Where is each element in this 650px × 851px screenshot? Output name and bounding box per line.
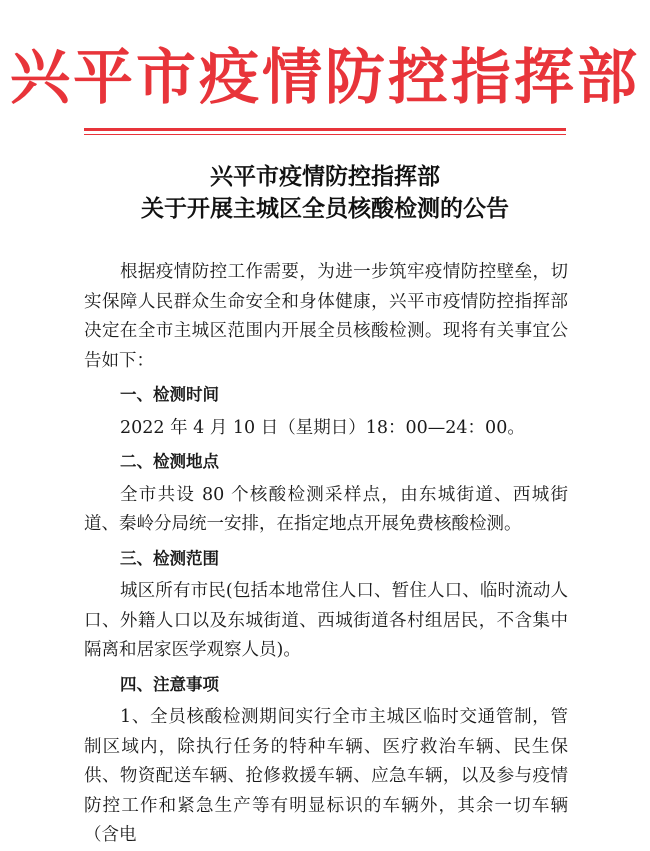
section-2-heading: 二、检测地点 xyxy=(120,452,219,471)
section-4-text: 1、全员核酸检测期间实行全市主城区临时交通管制，管制区域内，除执行任务的特种车辆、医疗救治车辆、民生保供、物资配送车辆、抢修救援车辆、应急车辆，以及参与疫情防控工作和紧急生产等有明显标识的车辆外，其余一切车辆（含电 xyxy=(84,707,568,845)
document-body xyxy=(84,258,568,851)
masthead-rule-thick xyxy=(84,128,566,131)
section-2-text: 全市共设 80 个核酸检测采样点，由东城街道、西城街道、秦岭分局统一安排，在指定地点开展免费核酸检测。 xyxy=(84,484,568,534)
masthead-issuer: 兴平市疫情防控指挥部 xyxy=(10,43,640,113)
section-3-heading: 三、检测范围 xyxy=(120,548,219,568)
section-4-heading: 四、注意事项 xyxy=(120,674,219,694)
section-1-text: 2022 年 4 月 10 日（星期日）18：00—24：00。 xyxy=(120,417,525,438)
document-title-line2: 关于开展主城区全员核酸检测的公告 xyxy=(141,196,509,222)
intro-paragraph: 根据疫情防控工作需要，为进一步筑牢疫情防控壁垒，切实保障人民群众生命安全和身体健康，兴平市疫情防控指挥部决定在全市主城区范围内开展全员核酸检测。现将有关事宜公告如下： xyxy=(84,262,568,371)
section-3-text: 城区所有市民(包括本地常住人口、暂住人口、临时流动人口、外籍人口以及东城街道、西城街道各村组居民，不含集中隔离和居家医学观察人员)。 xyxy=(84,581,568,660)
masthead-rule-thin xyxy=(84,134,566,135)
document-title-line1: 兴平市疫情防控指挥部 xyxy=(210,164,440,190)
section-1-heading: 一、检测时间 xyxy=(120,385,219,404)
